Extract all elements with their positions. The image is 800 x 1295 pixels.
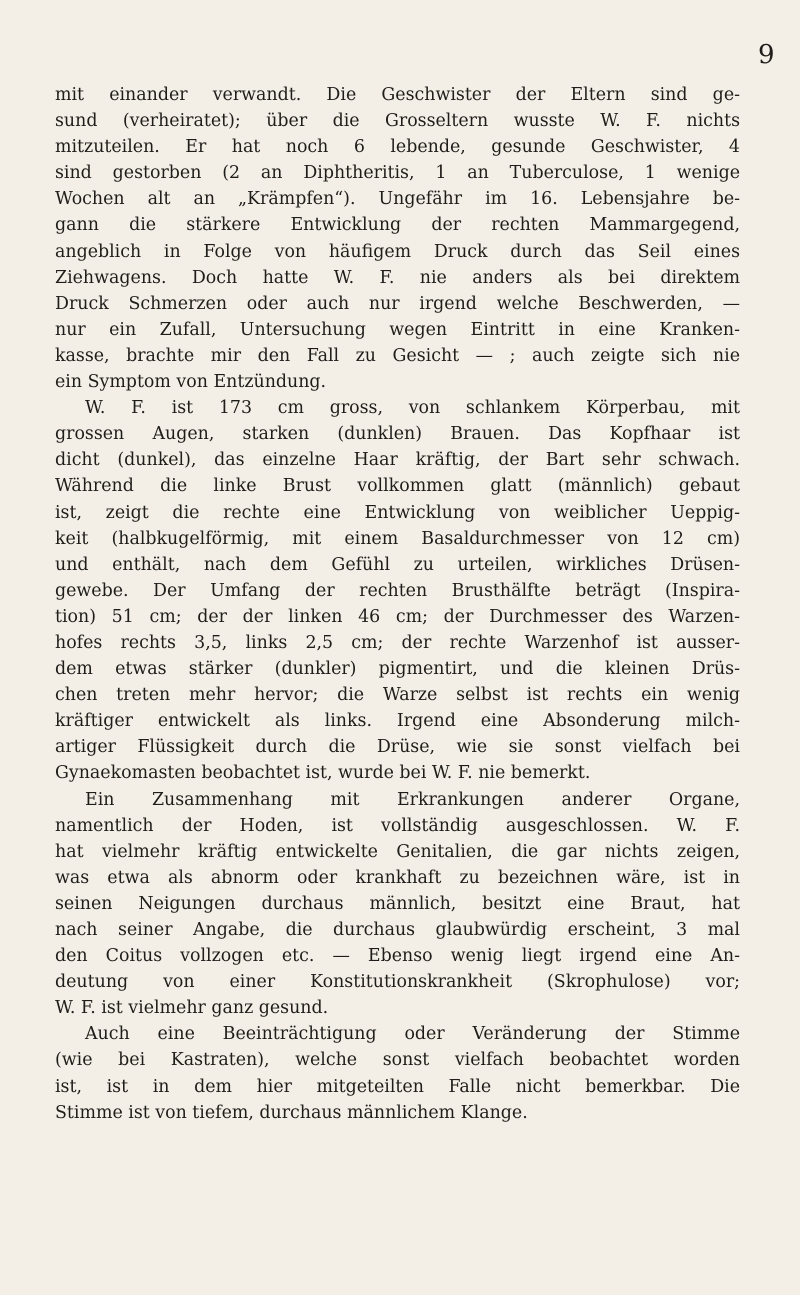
text-line: angeblich in Folge von häufigem Druck durch das Seil eines [55, 241, 740, 262]
text-line: hofes rechts 3,5, links 2,5 cm; der rechte Warzenhof ist ausser- [55, 632, 740, 653]
text-line: Gynaekomasten beobachtet ist, wurde bei W. F. nie bemerkt. [55, 763, 591, 784]
text-line: deutung von einer Konstitutionskrankheit (Skrophulose) vor; [55, 972, 740, 993]
text-line: Ein Zusammenhang mit Erkrankungen anderer Organe, [85, 789, 740, 810]
text-line: Auch eine Beeinträchtigung oder Veränderung der Stimme [85, 1024, 740, 1045]
text-line: gewebe. Der Umfang der rechten Brusthälfte beträgt (Inspira- [55, 580, 740, 601]
text-line: artiger Flüssigkeit durch die Drüse, wie sie sonst vielfach bei [55, 737, 740, 758]
text-line: ist, zeigt die rechte eine Entwicklung von weiblicher Ueppig- [55, 502, 740, 523]
text-line: Wochen alt an „Krämpfen“). Ungefähr im 16. Lebensjahre be- [55, 189, 740, 210]
paragraph-voice [55, 1021, 740, 1125]
text-line: chen treten mehr hervor; die Warze selbst ist rechts ein wenig [55, 685, 740, 706]
text-line: W. F. ist 173 cm gross, von schlankem Körperbau, mit [85, 398, 740, 419]
page-number: 9 [758, 40, 775, 70]
text-line: mit einander verwandt. Die Geschwister der Eltern sind ge- [55, 85, 740, 105]
text-line: namentlich der Hoden, ist vollständig ausgeschlossen. W. F. [55, 815, 740, 836]
text-line: tion) 51 cm; der der linken 46 cm; der Durchmesser des Warzen- [55, 606, 740, 627]
text-line: seinen Neigungen durchaus männlich, besitzt eine Braut, hat [55, 893, 740, 914]
text-line: dem etwas stärker (dunkler) pigmentirt, und die kleinen Drüs- [55, 659, 740, 680]
text-line: nur ein Zufall, Untersuchung wegen Eintritt in eine Kranken- [55, 319, 740, 340]
text-line: dicht (dunkel), das einzelne Haar kräftig, der Bart sehr schwach. [55, 450, 740, 471]
text-line: gann die stärkere Entwicklung der rechten Mammargegend, [55, 215, 740, 236]
text-line: keit (halbkugelförmig, mit einem Basaldurchmesser von 12 cm) [55, 528, 740, 549]
text-line: W. F. ist vielmehr ganz gesund. [55, 998, 329, 1019]
text-line: nach seiner Angabe, die durchaus glaubwürdig erscheint, 3 mal [55, 920, 740, 940]
text-line: mitzuteilen. Er hat noch 6 lebende, gesunde Geschwister, 4 [55, 137, 740, 158]
text-line: ist, ist in dem hier mitgeteilten Falle nicht bemerkbar. Die [55, 1076, 740, 1097]
text-line: Während die linke Brust vollkommen glatt (männlich) gebaut [55, 476, 740, 497]
text-line: grossen Augen, starken (dunklen) Brauen. Das Kopfhaar ist [55, 424, 740, 445]
paragraph-organs [55, 787, 740, 1022]
text-line: sund (verheiratet); über die Grosseltern wusste W. F. nichts [55, 111, 740, 132]
paragraph-family-history [55, 82, 740, 395]
text-line: Stimme ist von tiefem, durchaus männlichem Klange. [55, 1102, 528, 1123]
text-line: ein Symptom von Entzündung. [55, 372, 327, 393]
body-text [55, 82, 740, 1126]
text-line: Ziehwagens. Doch hatte W. F. nie anders als bei direktem [55, 267, 740, 288]
text-line: kräftiger entwickelt als links. Irgend eine Absonderung milch- [55, 711, 740, 732]
text-line: kasse, brachte mir den Fall zu Gesicht — ; auch zeigte sich nie [55, 345, 740, 366]
text-line: was etwa als abnorm oder krankhaft zu bezeichnen wäre, ist in [55, 867, 740, 888]
text-line: den Coitus vollzogen etc. — Ebenso wenig liegt irgend eine An- [55, 946, 740, 967]
text-line: und enthält, nach dem Gefühl zu urteilen, wirkliches Drüsen- [55, 554, 740, 575]
text-line: sind gestorben (2 an Diphtheritis, 1 an Tuberculose, 1 wenige [55, 163, 740, 184]
text-line: (wie bei Kastraten), welche sonst vielfach beobachtet worden [55, 1050, 740, 1071]
text-line: Druck Schmerzen oder auch nur irgend welche Beschwerden, — [55, 293, 740, 314]
text-line: hat vielmehr kräftig entwickelte Genitalien, die gar nichts zeigen, [55, 841, 740, 862]
paragraph-physical-findings [55, 395, 740, 786]
